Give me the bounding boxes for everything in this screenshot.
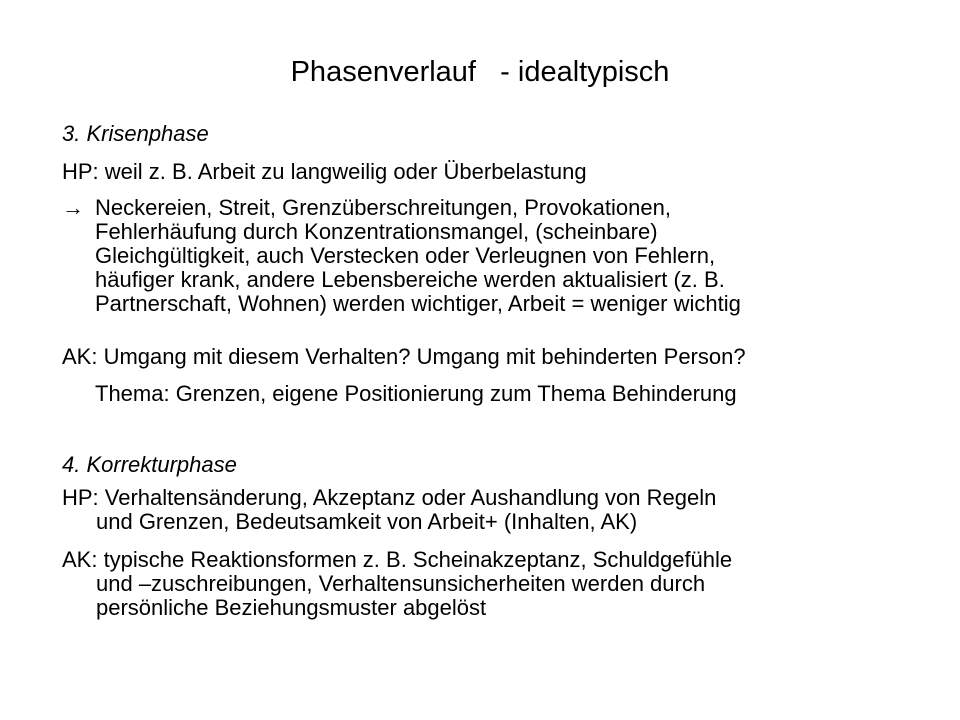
- slide-title: Phasenverlauf - idealtypisch: [290, 56, 670, 88]
- hp-paragraph-line: HP: Verhaltensänderung, Akzeptanz oder Aushandlung von Regeln: [62, 485, 717, 510]
- arrow-paragraph-line: häufiger krank, andere Lebensbereiche werden aktualisiert (z. B.: [95, 267, 725, 292]
- arrow-paragraph-line: Fehlerhäufung durch Konzentrationsmangel, (scheinbare): [95, 219, 658, 244]
- arrow-paragraph-line: Gleichgültigkeit, auch Verstecken oder Verleugnen von Fehlern,: [95, 243, 716, 268]
- section3-thema-text: Thema: Grenzen, eigene Positionierung zum Thema Behinderung: [95, 381, 737, 406]
- ak-paragraph-line: persönliche Beziehungsmuster abgelöst: [96, 595, 487, 620]
- section4-hp-paragraph: [62, 486, 716, 534]
- section3-heading: 3. Krisenphase: [62, 121, 209, 146]
- section3-ak-text: AK: Umgang mit diesem Verhalten? Umgang mit behinderten Person?: [62, 344, 746, 369]
- section3-hp-text: HP: weil z. B. Arbeit zu langweilig oder Überbelastung: [62, 159, 587, 184]
- right-arrow-icon: →: [62, 195, 84, 220]
- section4-ak-paragraph: [62, 548, 732, 620]
- ak-paragraph-line: und –zuschreibungen, Verhaltensunsicherheiten werden durch: [96, 571, 706, 596]
- section4-heading: 4. Korrekturphase: [62, 452, 237, 477]
- section3-arrow-paragraph: [95, 196, 915, 316]
- arrow-paragraph-line: Neckereien, Streit, Grenzüberschreitungen, Provokationen,: [95, 195, 671, 220]
- ak-paragraph-line: AK: typische Reaktionsformen z. B. Scheinakzeptanz, Schuldgefühle: [62, 547, 733, 572]
- hp-paragraph-line: und Grenzen, Bedeutsamkeit von Arbeit+ (Inhalten, AK): [96, 509, 638, 534]
- arrow-paragraph-line: Partnerschaft, Wohnen) werden wichtiger, Arbeit = weniger wichtig: [95, 291, 741, 316]
